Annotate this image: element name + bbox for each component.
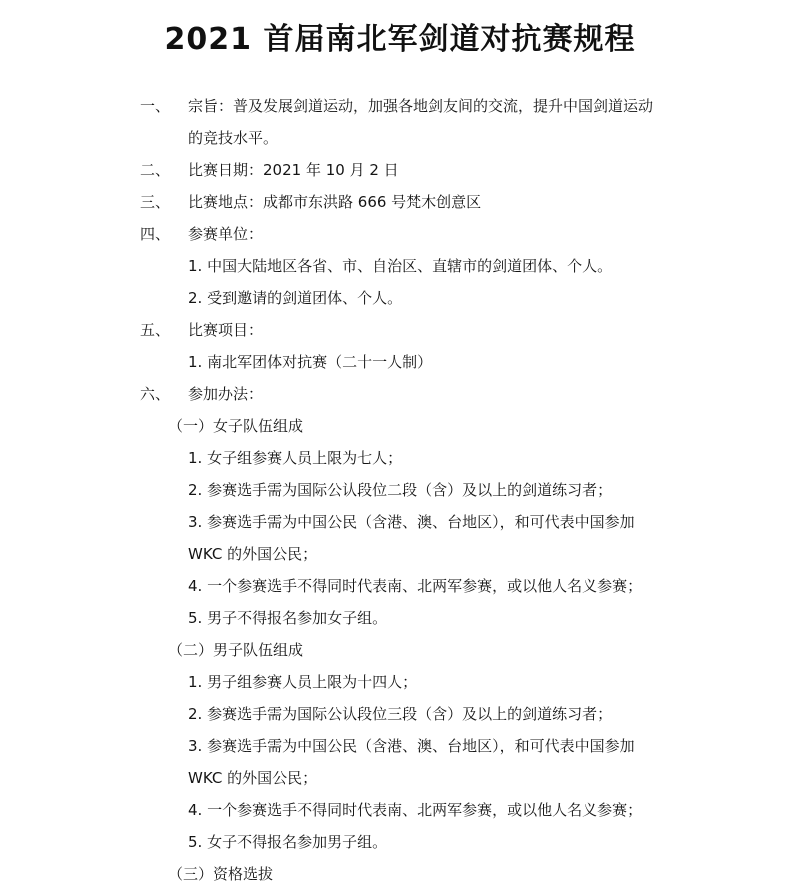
document-title: 2021 首届南北军剑道对抗赛规程 <box>164 22 636 57</box>
section-4-number: 四、 <box>140 225 171 243</box>
men-team-item: 4. 一个参赛选手不得同时代表南、北两军参赛，或以他人名义参赛； <box>188 801 643 819</box>
section-5-number: 五、 <box>140 321 171 339</box>
section-1-text: 宗旨：普及发展剑道运动，加强各地剑友间的交流，提升中国剑道运动 <box>188 97 654 115</box>
section-2-text: 比赛日期：2021 年 10 月 2 日 <box>188 161 399 179</box>
section-5-item: 1. 南北军团体对抗赛（二十一人制） <box>188 353 433 371</box>
women-team-item: 5. 男子不得报名参加女子组。 <box>188 609 388 627</box>
section-3-number: 三、 <box>140 193 171 211</box>
section-1-text-continued: 的竞技水平。 <box>188 129 279 147</box>
qualification-heading: （三）资格选拔 <box>168 865 274 883</box>
men-team-item: 1. 男子组参赛人员上限为十四人； <box>188 673 418 691</box>
section-4-item: 2. 受到邀请的剑道团体、个人。 <box>188 289 403 307</box>
men-team-item-continued: WKC 的外国公民； <box>188 769 318 787</box>
section-3-text: 比赛地点：成都市东洪路 666 号梵木创意区 <box>188 193 482 211</box>
women-team-item: 1. 女子组参赛人员上限为七人； <box>188 449 403 467</box>
section-2-number: 二、 <box>140 161 171 179</box>
section-5-text: 比赛项目： <box>188 321 264 339</box>
section-4-item: 1. 中国大陆地区各省、市、自治区、直辖市的剑道团体、个人。 <box>188 257 613 275</box>
women-team-item: 3. 参赛选手需为中国公民（含港、澳、台地区），和可代表中国参加 <box>188 513 635 531</box>
women-team-heading: （一）女子队伍组成 <box>168 417 304 435</box>
women-team-item-continued: WKC 的外国公民； <box>188 545 318 563</box>
men-team-item: 2. 参赛选手需为国际公认段位三段（含）及以上的剑道练习者； <box>188 705 613 723</box>
section-4-text: 参赛单位： <box>188 225 264 243</box>
men-team-item: 3. 参赛选手需为中国公民（含港、澳、台地区），和可代表中国参加 <box>188 737 635 755</box>
section-1-number: 一、 <box>140 97 171 115</box>
women-team-item: 2. 参赛选手需为国际公认段位二段（含）及以上的剑道练习者； <box>188 481 613 499</box>
section-6-number: 六、 <box>140 385 171 403</box>
women-team-item: 4. 一个参赛选手不得同时代表南、北两军参赛，或以他人名义参赛； <box>188 577 643 595</box>
men-team-item: 5. 女子不得报名参加男子组。 <box>188 833 388 851</box>
men-team-heading: （二）男子队伍组成 <box>168 641 304 659</box>
section-6-text: 参加办法： <box>188 385 264 403</box>
